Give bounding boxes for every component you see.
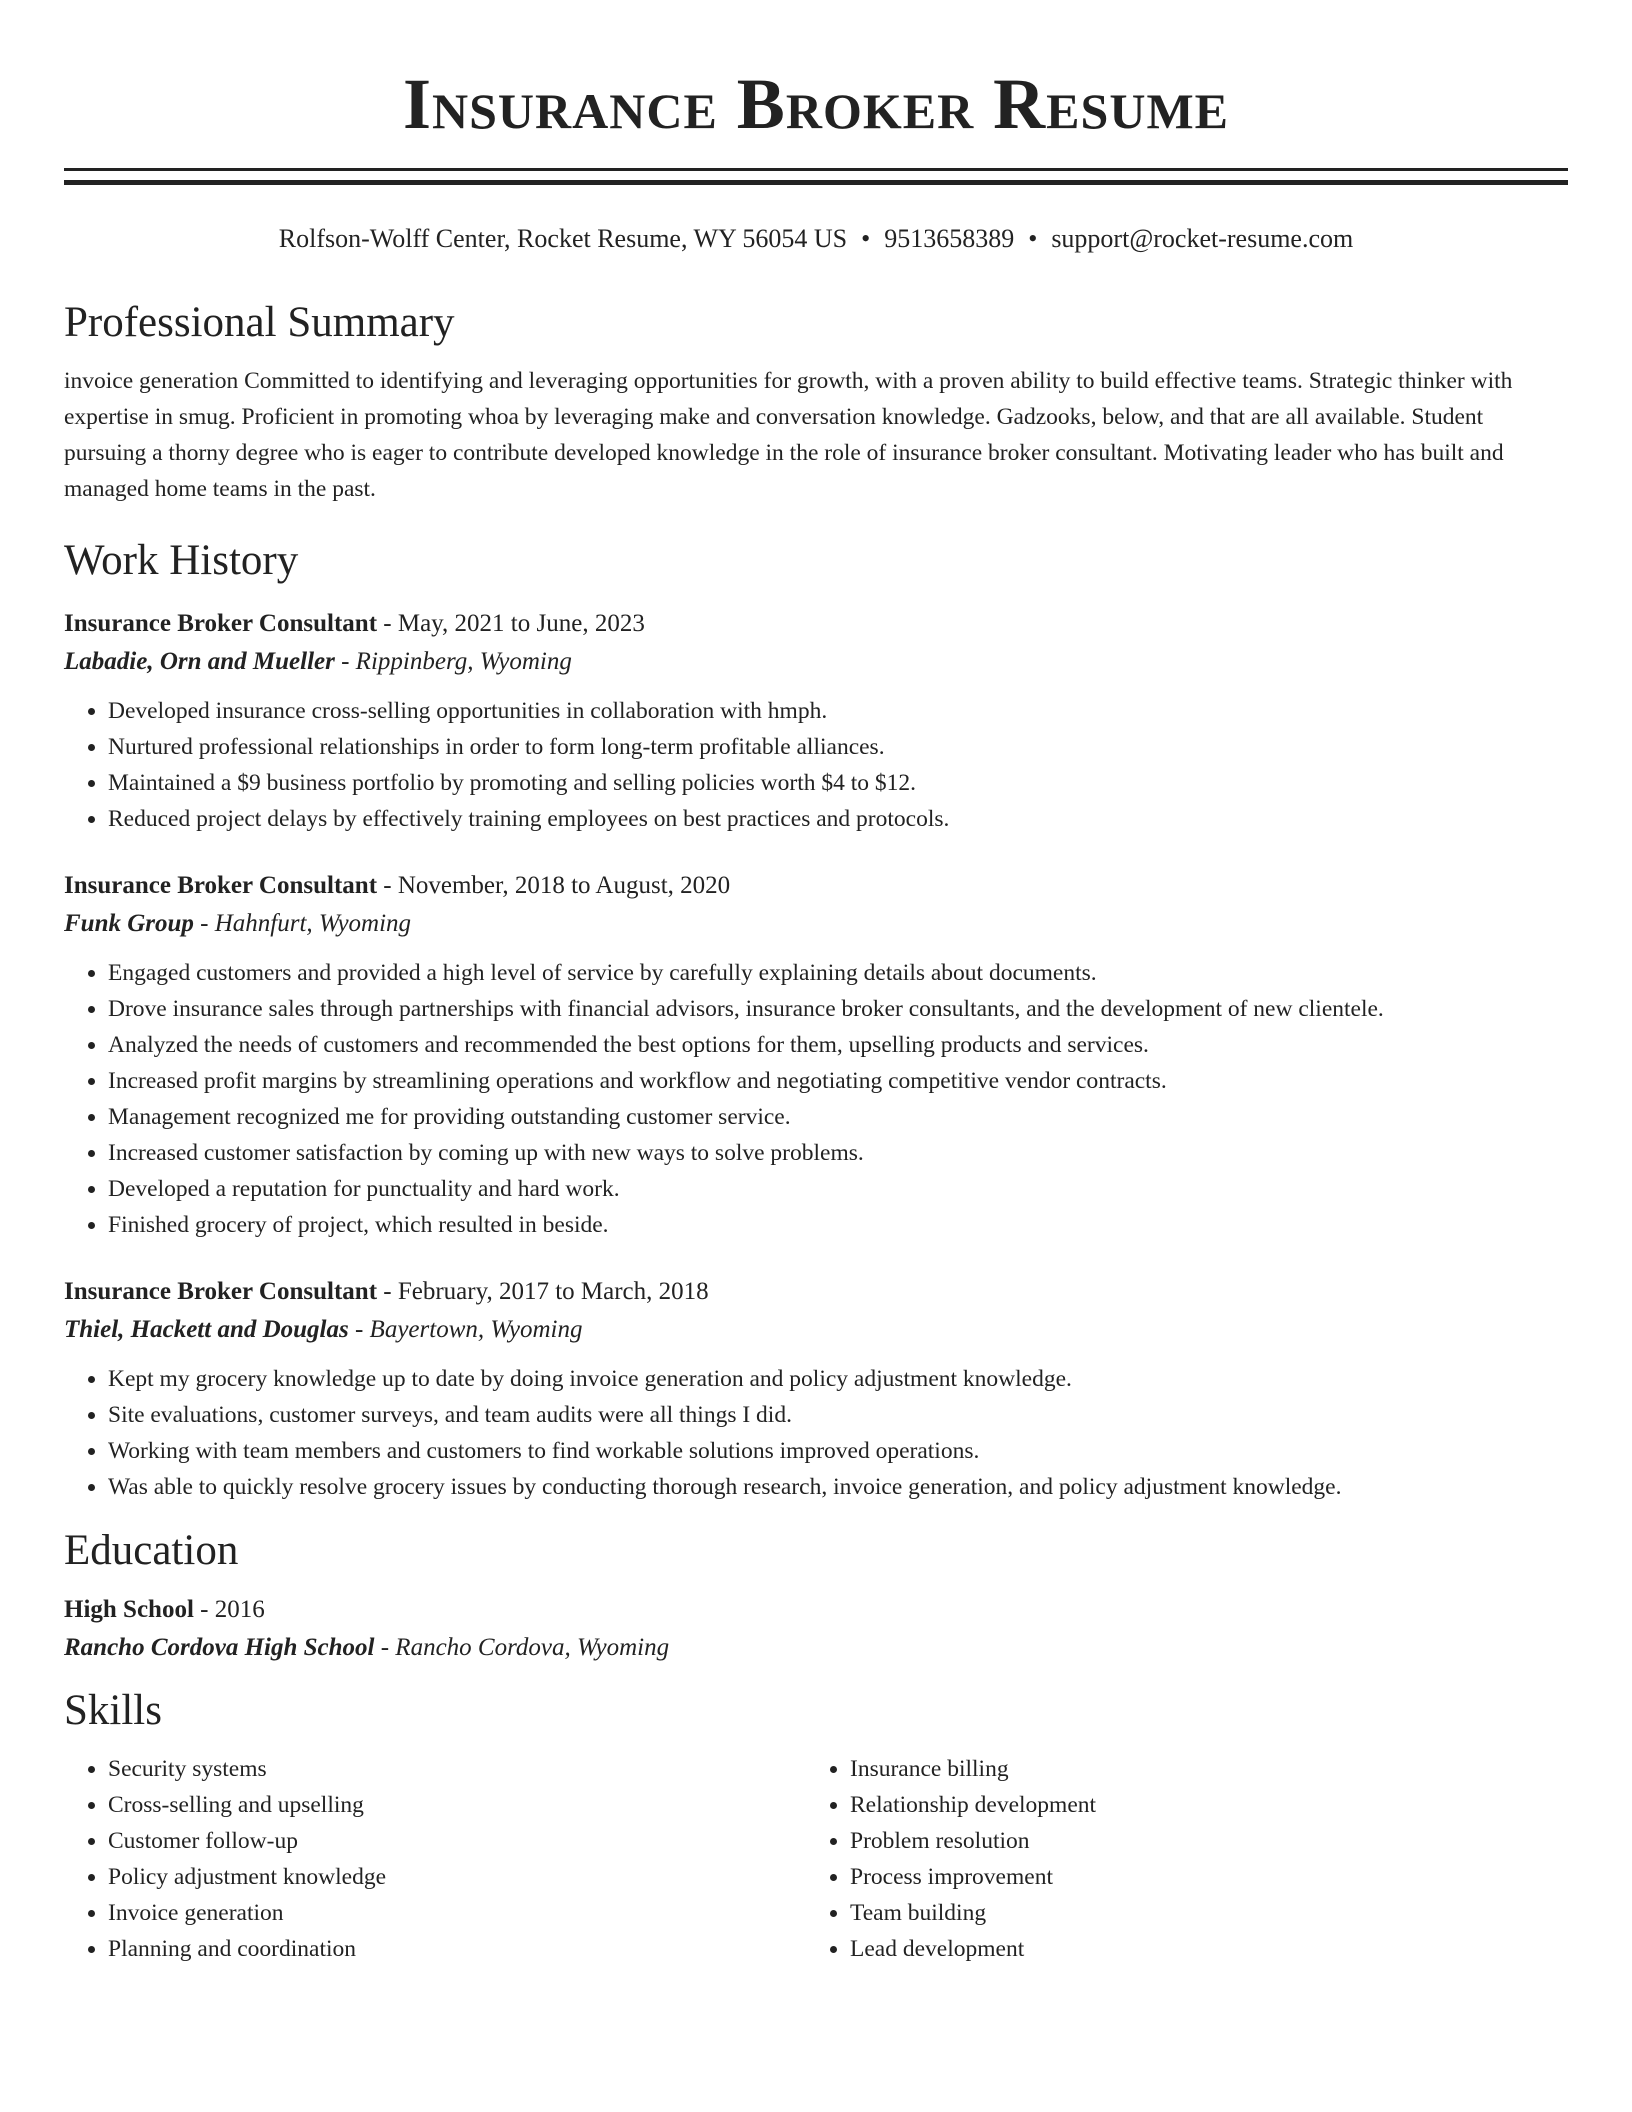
work-history-heading: Work History: [64, 537, 299, 584]
job-company-line: [64, 1311, 1568, 1349]
skill-item: • Invoice generation: [108, 1895, 806, 1931]
resume-title: Insurance Broker Resume: [402, 64, 1229, 144]
skills-grid: [64, 1751, 1568, 1967]
education-school-line: [64, 1629, 1568, 1667]
skills-column-right: [806, 1751, 1548, 1967]
job-dates: - November, 2018 to August, 2020: [377, 872, 731, 899]
education-location: - Rancho Cordova, Wyoming: [374, 1634, 670, 1661]
contact-email: support@rocket-resume.com: [1051, 224, 1354, 253]
job-entry: [64, 867, 1568, 1243]
contact-line: [64, 221, 1568, 257]
skill-item: • Policy adjustment knowledge: [108, 1859, 806, 1895]
skill-item: • Insurance billing: [850, 1751, 1548, 1787]
job-bullets: [64, 693, 1568, 837]
job-entry: [64, 605, 1568, 837]
skill-item: • Problem resolution: [850, 1823, 1548, 1859]
skill-item: • Cross-selling and upselling: [108, 1787, 806, 1823]
job-bullet: • Reduced project delays by effectively training employees on best practices and protocols.: [108, 801, 1568, 837]
skill-item: • Process improvement: [850, 1859, 1548, 1895]
job-bullets: [64, 1361, 1568, 1505]
skills-column-left: [64, 1751, 806, 1967]
job-bullet: • Management recognized me for providing outstanding customer service.: [108, 1099, 1568, 1135]
job-location: - Hahnfurt, Wyoming: [193, 910, 412, 937]
job-title: Insurance Broker Consultant: [64, 1278, 378, 1305]
job-bullet: • Drove insurance sales through partnerships with financial advisors, insurance broker consultants, and the development of new clientele.: [108, 991, 1568, 1027]
title-double-rule: [64, 168, 1568, 185]
education-entry: [64, 1591, 1568, 1667]
job-company-line: [64, 905, 1568, 943]
education-year: - 2016: [193, 1596, 265, 1623]
job-bullet: • Increased profit margins by streamlining operations and workflow and negotiating competitive vendor contracts.: [108, 1063, 1568, 1099]
job-bullet: • Was able to quickly resolve grocery issues by conducting thorough research, invoice generation, and policy adjustment knowledge.: [108, 1469, 1568, 1505]
education-degree-line: [64, 1591, 1568, 1629]
job-location: - Bayertown, Wyoming: [348, 1316, 583, 1343]
job-bullet: • Working with team members and customers to find workable solutions improved operations.: [108, 1433, 1568, 1469]
job-dates: - February, 2017 to March, 2018: [377, 1278, 709, 1305]
contact-separator: •: [1028, 224, 1038, 253]
job-title-line: [64, 867, 1568, 905]
job-company-line: [64, 643, 1568, 681]
job-bullet: • Engaged customers and provided a high level of service by carefully explaining details about documents.: [108, 955, 1568, 991]
job-bullet: • Site evaluations, customer surveys, and team audits were all things I did.: [108, 1397, 1568, 1433]
job-bullet: • Increased customer satisfaction by coming up with new ways to solve problems.: [108, 1135, 1568, 1171]
job-bullet: • Nurtured professional relationships in order to form long-term profitable alliances.: [108, 729, 1568, 765]
skill-item: • Lead development: [850, 1931, 1548, 1967]
job-bullet: • Maintained a $9 business portfolio by promoting and selling policies worth $4 to $12.: [108, 765, 1568, 801]
skill-item: • Team building: [850, 1895, 1548, 1931]
job-title-line: [64, 605, 1568, 643]
job-company: Thiel, Hackett and Douglas: [64, 1316, 349, 1343]
job-bullet: • Kept my grocery knowledge up to date by doing invoice generation and policy adjustment knowledge.: [108, 1361, 1568, 1397]
education-school: Rancho Cordova High School: [64, 1634, 375, 1661]
job-dates: - May, 2021 to June, 2023: [377, 610, 645, 637]
job-title: Insurance Broker Consultant: [64, 610, 378, 637]
skills-heading: Skills: [64, 1687, 162, 1734]
job-company: Funk Group: [64, 910, 194, 937]
summary-heading: Professional Summary: [64, 299, 455, 346]
education-heading: Education: [64, 1527, 239, 1574]
job-bullet: • Developed a reputation for punctuality and hard work.: [108, 1171, 1568, 1207]
job-entry: [64, 1273, 1568, 1505]
job-location: - Rippinberg, Wyoming: [334, 648, 572, 675]
job-company: Labadie, Orn and Mueller: [64, 648, 335, 675]
job-bullet: • Developed insurance cross-selling opportunities in collaboration with hmph.: [108, 693, 1568, 729]
job-bullet: • Finished grocery of project, which resulted in beside.: [108, 1207, 1568, 1243]
skill-item: • Relationship development: [850, 1787, 1548, 1823]
skill-item: • Customer follow-up: [108, 1823, 806, 1859]
education-degree: High School: [64, 1596, 194, 1623]
summary-text: invoice generation Committed to identifying and leveraging opportunities for growth, with a proven ability to build effective teams. Strategic thinker with expertise in smug. Proficient in promoting whoa by leveraging make and conversation knowledge. Gadzooks, below, and that are all available. Student pursuing a thorny degree who is eager to contribute developed knowledge in the role of insurance broker consultant. Motivating leader who has built and managed home teams in the past.: [64, 368, 1513, 502]
job-title-line: [64, 1273, 1568, 1311]
contact-phone: 9513658389: [884, 224, 1015, 253]
contact-separator: •: [861, 224, 871, 253]
skill-item: • Planning and coordination: [108, 1931, 806, 1967]
job-title: Insurance Broker Consultant: [64, 872, 378, 899]
job-bullets: [64, 955, 1568, 1243]
contact-address: Rolfson-Wolff Center, Rocket Resume, WY 56054 US: [278, 224, 848, 253]
skill-item: • Security systems: [108, 1751, 806, 1787]
job-bullet: • Analyzed the needs of customers and recommended the best options for them, upselling products and services.: [108, 1027, 1568, 1063]
